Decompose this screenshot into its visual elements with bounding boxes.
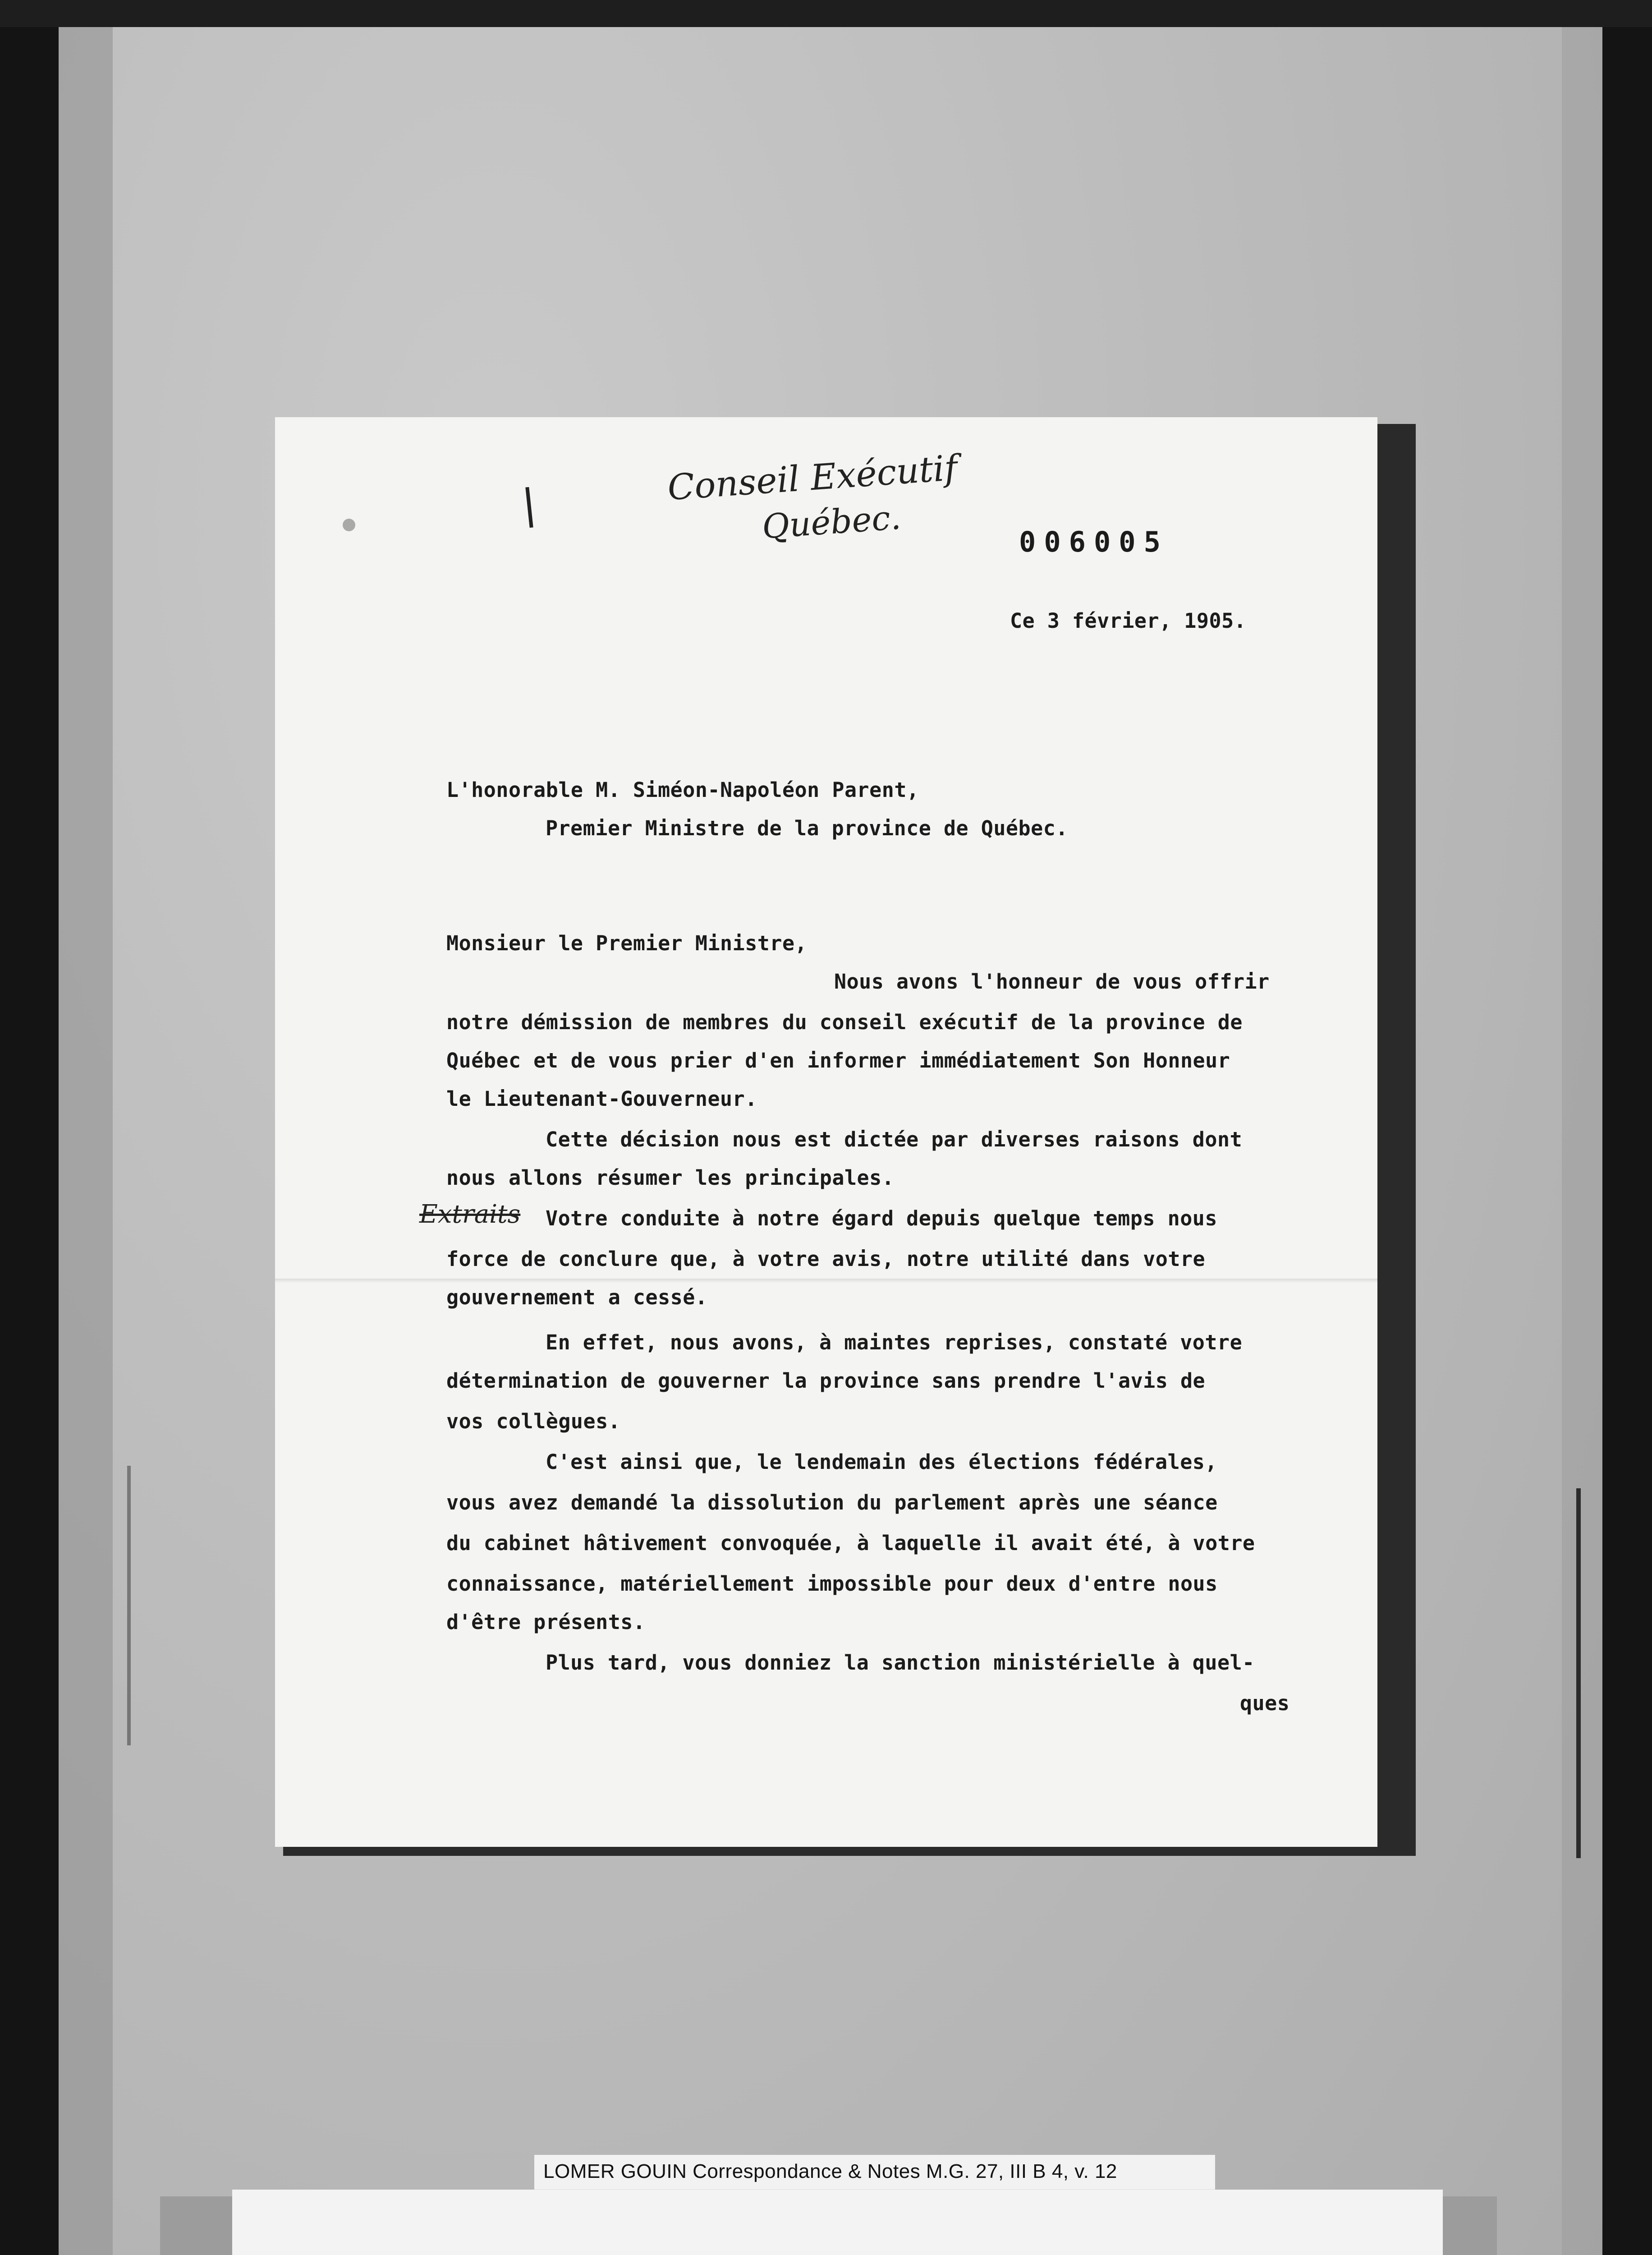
mount-edge-line-left bbox=[127, 1466, 131, 1745]
handwritten-header-2: Québec. bbox=[761, 498, 902, 547]
body-line: Nous avons l'honneur de vous offrir bbox=[834, 970, 1270, 994]
addressee-line-1: L'honorable M. Siméon-Napoléon Parent, bbox=[446, 778, 919, 802]
handwritten-header: Conseil Exécutif bbox=[666, 447, 959, 509]
body-line: gouvernement a cessé. bbox=[446, 1285, 708, 1309]
body-line: le Lieutenant-Gouverneur. bbox=[446, 1087, 757, 1111]
body-line: C'est ainsi que, le lendemain des élections fédérales, bbox=[546, 1450, 1217, 1474]
archive-reference-text: LOMER GOUIN Correspondance & Notes M.G. 27, III B 4, v. 12 bbox=[543, 2160, 1117, 2182]
paper-fold bbox=[275, 1279, 1377, 1283]
body-line: Plus tard, vous donniez la sanction ministérielle à quel- bbox=[546, 1651, 1255, 1675]
salutation: Monsieur le Premier Ministre, bbox=[446, 931, 808, 955]
mount-edge-line bbox=[1576, 1488, 1581, 1858]
body-line: du cabinet hâtivement convoquée, à laquelle il avait été, à votre bbox=[446, 1531, 1255, 1555]
film-edge-top bbox=[0, 0, 1652, 27]
addressee-line-2: Premier Ministre de la province de Québec. bbox=[546, 816, 1068, 840]
body-line: vos collègues. bbox=[446, 1409, 621, 1433]
archive-reference-label bbox=[534, 2155, 1215, 2191]
body-line: notre démission de membres du conseil exécutif de la province de bbox=[446, 1010, 1243, 1034]
letter-date: Ce 3 février, 1905. bbox=[1010, 609, 1247, 633]
body-line: détermination de gouverner la province sans prendre l'avis de bbox=[446, 1369, 1206, 1393]
body-line: Cette décision nous est dictée par diverses raisons dont bbox=[546, 1128, 1243, 1151]
body-line: Votre conduite à notre égard depuis quelque temps nous bbox=[546, 1206, 1217, 1230]
body-line: Québec et de vous prier d'en informer immédiatement Son Honneur bbox=[446, 1049, 1230, 1072]
body-line: ques bbox=[1240, 1691, 1290, 1715]
margin-mark bbox=[525, 487, 533, 528]
archive-stamp-card bbox=[232, 2190, 1443, 2255]
body-line: connaissance, matériellement impossible pour deux d'entre nous bbox=[446, 1572, 1218, 1596]
body-line: force de conclure que, à votre avis, notre utilité dans votre bbox=[446, 1247, 1206, 1271]
letter-page bbox=[275, 417, 1377, 1847]
body-line: En effet, nous avons, à maintes reprises, constaté votre bbox=[546, 1330, 1243, 1354]
film-shadow-left bbox=[59, 27, 113, 2255]
body-line: nous allons résumer les principales. bbox=[446, 1166, 895, 1190]
document-number: 006005 bbox=[1019, 525, 1169, 558]
margin-annotation: Extraits bbox=[419, 1200, 521, 1229]
film-edge-left bbox=[0, 0, 59, 2255]
film-edge-right bbox=[1602, 0, 1652, 2255]
body-line: vous avez demandé la dissolution du parlement après une séance bbox=[446, 1491, 1218, 1514]
film-shadow-right bbox=[1562, 27, 1602, 2255]
body-line: d'être présents. bbox=[446, 1610, 646, 1634]
paper-blemish bbox=[343, 519, 355, 531]
